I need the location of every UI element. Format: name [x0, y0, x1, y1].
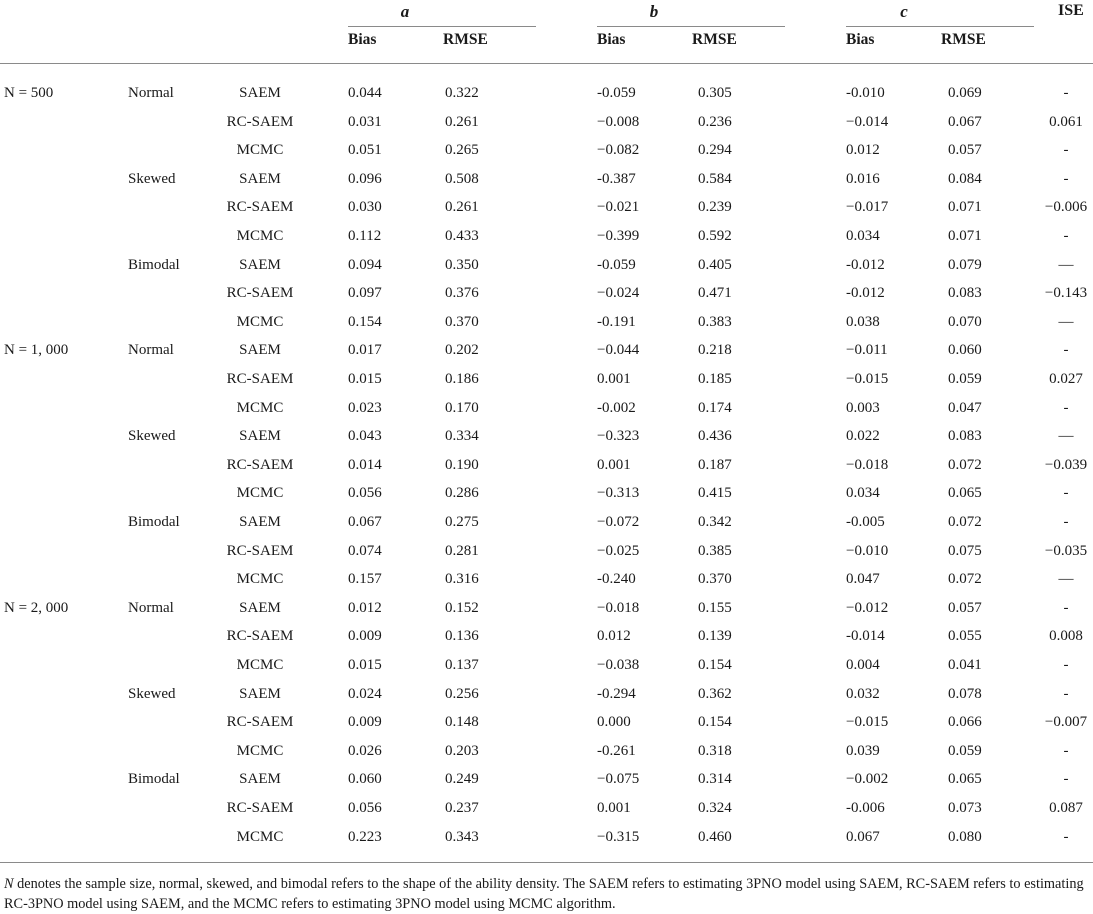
method-label: RC-SAEM — [226, 800, 294, 816]
a-bias-value: 0.060 — [348, 771, 382, 788]
b-rmse-value: 0.385 — [698, 542, 732, 559]
a-rmse-value: 0.137 — [445, 657, 479, 673]
a-bias-value: 0.023 — [348, 399, 382, 416]
b-rmse-header: RMSE — [692, 31, 737, 48]
table-row — [0, 83, 1093, 111]
b-rmse-value: 0.155 — [698, 599, 732, 616]
c-rmse-value: 0.072 — [948, 514, 982, 530]
table-row — [0, 712, 1093, 740]
ise-value: - — [1063, 399, 1069, 416]
c-rmse-value: 0.080 — [948, 828, 982, 845]
c-rmse-value: 0.083 — [948, 428, 982, 445]
method-label: RC-SAEM — [226, 714, 294, 731]
table-row — [0, 655, 1093, 683]
b-rmse-value: 0.318 — [698, 742, 732, 759]
b-rmse-value: 0.362 — [698, 685, 732, 702]
a-rmse-value: 0.350 — [445, 256, 479, 273]
table-row — [0, 483, 1093, 511]
a-bias-value: 0.012 — [348, 599, 382, 616]
table-row — [0, 426, 1093, 454]
b-rmse-value: 0.139 — [698, 628, 732, 645]
table-row — [0, 798, 1093, 826]
c-bias-value: 0.034 — [846, 228, 880, 244]
table-row — [0, 684, 1093, 712]
c-bias-value: 0.022 — [846, 428, 880, 445]
ise-value: - — [1063, 599, 1069, 616]
c-rmse-value: 0.078 — [948, 685, 982, 702]
method-label: SAEM — [239, 256, 281, 273]
b-bias-value: -0.002 — [597, 399, 636, 416]
b-bias-value: -0.387 — [597, 170, 636, 187]
b-bias-value: -0.191 — [597, 313, 636, 330]
c-rmse-value: 0.041 — [948, 657, 982, 673]
distribution-label: Bimodal — [128, 256, 180, 273]
method-label: SAEM — [239, 342, 281, 359]
method-label: RC-SAEM — [226, 542, 294, 559]
a-rmse-header: RMSE — [443, 31, 488, 48]
a-bias-value: 0.031 — [348, 113, 382, 130]
c-bias-value: 0.004 — [846, 657, 880, 673]
group-c-underline — [846, 26, 1034, 27]
b-bias-value: -0.059 — [597, 85, 636, 101]
c-rmse-value: 0.083 — [948, 285, 982, 302]
a-bias-value: 0.030 — [348, 199, 382, 216]
a-rmse-value: 0.286 — [445, 485, 479, 502]
group-b-underline — [597, 26, 785, 27]
c-bias-value: -0.014 — [846, 628, 885, 645]
b-bias-value: −0.021 — [597, 199, 640, 216]
a-bias-value: 0.157 — [348, 571, 382, 588]
sample-size-label: N = 500 — [4, 85, 54, 101]
distribution-label: Bimodal — [128, 514, 180, 530]
c-rmse-value: 0.079 — [948, 256, 982, 273]
method-label: MCMC — [236, 228, 284, 244]
ise-value: 0.027 — [1049, 371, 1083, 387]
a-rmse-value: 0.322 — [445, 85, 479, 101]
a-rmse-value: 0.256 — [445, 685, 479, 702]
a-bias-value: 0.056 — [348, 800, 382, 816]
c-rmse-value: 0.072 — [948, 571, 982, 588]
table-row — [0, 112, 1093, 140]
a-rmse-value: 0.203 — [445, 742, 479, 759]
ise-value: - — [1063, 828, 1069, 845]
a-rmse-value: 0.343 — [445, 828, 479, 845]
b-bias-value: −0.313 — [597, 485, 640, 502]
ise-value: - — [1063, 142, 1069, 159]
b-rmse-value: 0.305 — [698, 85, 732, 101]
ise-value: −0.039 — [1044, 456, 1088, 473]
method-label: MCMC — [236, 485, 284, 502]
distribution-label: Normal — [128, 342, 174, 359]
method-label: RC-SAEM — [226, 285, 294, 302]
group-a-underline — [348, 26, 536, 27]
distribution-label: Normal — [128, 599, 174, 616]
c-bias-value: 0.047 — [846, 571, 880, 588]
ise-value: −0.007 — [1044, 714, 1088, 731]
ise-value: — — [1058, 428, 1074, 445]
c-rmse-value: 0.055 — [948, 628, 982, 645]
c-rmse-value: 0.071 — [948, 228, 982, 244]
a-bias-value: 0.067 — [348, 514, 382, 530]
ise-value: 0.087 — [1049, 800, 1083, 816]
distribution-label: Bimodal — [128, 771, 180, 788]
a-bias-value: 0.096 — [348, 170, 382, 187]
a-rmse-value: 0.249 — [445, 771, 479, 788]
c-bias-value: −0.015 — [846, 371, 889, 387]
b-rmse-value: 0.236 — [698, 113, 732, 130]
ise-value: - — [1063, 85, 1069, 101]
a-bias-value: 0.056 — [348, 485, 382, 502]
b-rmse-value: 0.460 — [698, 828, 732, 845]
method-label: MCMC — [236, 399, 284, 416]
ise-value: 0.061 — [1049, 113, 1083, 130]
table-row — [0, 455, 1093, 483]
c-rmse-value: 0.073 — [948, 800, 982, 816]
a-bias-value: 0.014 — [348, 456, 382, 473]
ise-value: −0.006 — [1044, 199, 1088, 216]
a-bias-value: 0.015 — [348, 657, 382, 673]
b-bias-value: −0.399 — [597, 228, 640, 244]
ise-value: - — [1063, 685, 1069, 702]
c-bias-value: 0.067 — [846, 828, 880, 845]
c-bias-value: 0.039 — [846, 742, 880, 759]
ise-value: — — [1058, 313, 1074, 330]
b-bias-value: −0.082 — [597, 142, 640, 159]
sample-size-label: N = 2, 000 — [4, 599, 69, 616]
method-label: SAEM — [239, 599, 281, 616]
table-bottom-rule — [0, 862, 1093, 863]
c-rmse-value: 0.065 — [948, 771, 982, 788]
b-rmse-value: 0.187 — [698, 456, 732, 473]
a-rmse-value: 0.433 — [445, 228, 479, 244]
a-rmse-value: 0.281 — [445, 542, 479, 559]
b-bias-value: 0.000 — [597, 714, 631, 731]
b-rmse-value: 0.324 — [698, 800, 732, 816]
c-bias-value: −0.011 — [846, 342, 888, 359]
method-label: RC-SAEM — [226, 628, 294, 645]
method-label: SAEM — [239, 685, 281, 702]
c-bias-value: −0.012 — [846, 599, 889, 616]
b-rmse-value: 0.415 — [698, 485, 732, 502]
b-bias-value: -0.240 — [597, 571, 636, 588]
c-bias-value: 0.032 — [846, 685, 880, 702]
table-row — [0, 312, 1093, 340]
table-row — [0, 626, 1093, 654]
b-bias-value: -0.059 — [597, 256, 636, 273]
c-rmse-value: 0.059 — [948, 742, 982, 759]
method-label: RC-SAEM — [226, 199, 294, 216]
method-label: RC-SAEM — [226, 456, 294, 473]
sample-size-label: N = 1, 000 — [4, 342, 69, 359]
header-bottom-rule — [0, 63, 1093, 64]
b-bias-value: 0.012 — [597, 628, 631, 645]
c-bias-value: 0.038 — [846, 313, 880, 330]
b-rmse-value: 0.592 — [698, 228, 732, 244]
a-bias-value: 0.015 — [348, 371, 382, 387]
method-label: SAEM — [239, 170, 281, 187]
c-rmse-value: 0.072 — [948, 456, 982, 473]
ise-value: −0.143 — [1044, 285, 1088, 302]
b-rmse-value: 0.584 — [698, 170, 732, 187]
a-rmse-value: 0.334 — [445, 428, 479, 445]
table-row — [0, 283, 1093, 311]
c-bias-value: −0.010 — [846, 542, 889, 559]
b-rmse-value: 0.471 — [698, 285, 732, 302]
ise-value: 0.008 — [1049, 628, 1083, 645]
method-label: SAEM — [239, 428, 281, 445]
method-label: SAEM — [239, 771, 281, 788]
c-rmse-header: RMSE — [941, 31, 986, 48]
b-bias-header: Bias — [597, 31, 626, 48]
a-bias-value: 0.074 — [348, 542, 382, 559]
c-bias-value: 0.034 — [846, 485, 880, 502]
c-rmse-value: 0.057 — [948, 599, 982, 616]
c-rmse-value: 0.047 — [948, 399, 982, 416]
ise-value: - — [1063, 485, 1069, 502]
a-bias-value: 0.017 — [348, 342, 382, 359]
table-row — [0, 369, 1093, 397]
method-label: SAEM — [239, 85, 281, 101]
c-bias-value: -0.012 — [846, 256, 885, 273]
table-row — [0, 512, 1093, 540]
b-rmse-value: 0.294 — [698, 142, 732, 159]
c-rmse-value: 0.060 — [948, 342, 982, 359]
distribution-label: Skewed — [128, 428, 176, 445]
table-row — [0, 197, 1093, 225]
table-row — [0, 769, 1093, 797]
b-rmse-value: 0.185 — [698, 371, 732, 387]
b-rmse-value: 0.342 — [698, 514, 732, 530]
a-bias-value: 0.051 — [348, 142, 382, 159]
b-bias-value: 0.001 — [597, 456, 631, 473]
b-bias-value: −0.323 — [597, 428, 640, 445]
b-bias-value: −0.024 — [597, 285, 640, 302]
a-bias-value: 0.094 — [348, 256, 382, 273]
table-row — [0, 827, 1093, 855]
ise-value: - — [1063, 342, 1069, 359]
b-bias-value: −0.075 — [597, 771, 640, 788]
a-rmse-value: 0.508 — [445, 170, 479, 187]
c-rmse-value: 0.084 — [948, 170, 982, 187]
group-header-c: c — [900, 2, 908, 21]
method-label: MCMC — [236, 742, 284, 759]
table-row — [0, 226, 1093, 254]
method-label: SAEM — [239, 514, 281, 530]
a-rmse-value: 0.170 — [445, 399, 479, 416]
c-bias-value: -0.010 — [846, 85, 885, 101]
table-row — [0, 255, 1093, 283]
c-rmse-value: 0.070 — [948, 313, 982, 330]
table-row — [0, 741, 1093, 769]
b-rmse-value: 0.436 — [698, 428, 732, 445]
a-rmse-value: 0.370 — [445, 313, 479, 330]
c-rmse-value: 0.057 — [948, 142, 982, 159]
a-rmse-value: 0.148 — [445, 714, 479, 731]
a-bias-value: 0.223 — [348, 828, 382, 845]
footnote-text: denotes the sample size, normal, skewed, and bimodal refers to the shape of the ability density. The SAEM refers to estimating 3PNO model using SAEM, RC-SAEM refers to estimating RC-3PNO model using SAEM, and the MCMC refers to estimating 3PNO model using MCMC algorithm. — [4, 876, 1084, 912]
b-rmse-value: 0.218 — [698, 342, 732, 359]
c-bias-value: −0.017 — [846, 199, 889, 216]
b-rmse-value: 0.383 — [698, 313, 732, 330]
a-bias-value: 0.009 — [348, 714, 382, 731]
b-rmse-value: 0.154 — [698, 714, 732, 731]
table-row — [0, 598, 1093, 626]
a-rmse-value: 0.237 — [445, 800, 479, 816]
c-rmse-value: 0.066 — [948, 714, 982, 731]
a-rmse-value: 0.186 — [445, 371, 479, 387]
b-rmse-value: 0.239 — [698, 199, 732, 216]
ise-value: - — [1063, 170, 1069, 187]
table-row — [0, 541, 1093, 569]
ise-value: — — [1058, 571, 1074, 588]
a-bias-value: 0.097 — [348, 285, 382, 302]
a-rmse-value: 0.136 — [445, 628, 479, 645]
c-bias-value: 0.003 — [846, 399, 880, 416]
ise-value: — — [1058, 256, 1074, 273]
a-bias-value: 0.009 — [348, 628, 382, 645]
c-rmse-value: 0.059 — [948, 371, 982, 387]
b-rmse-value: 0.405 — [698, 256, 732, 273]
a-rmse-value: 0.202 — [445, 342, 479, 359]
c-rmse-value: 0.071 — [948, 199, 982, 216]
distribution-label: Skewed — [128, 685, 176, 702]
method-label: MCMC — [236, 313, 284, 330]
b-bias-value: −0.018 — [597, 599, 640, 616]
b-bias-value: -0.261 — [597, 742, 636, 759]
method-label: MCMC — [236, 571, 284, 588]
a-bias-value: 0.043 — [348, 428, 382, 445]
table-row — [0, 340, 1093, 368]
table-row — [0, 140, 1093, 168]
b-bias-value: −0.315 — [597, 828, 640, 845]
method-label: MCMC — [236, 657, 284, 673]
ise-value: - — [1063, 514, 1069, 530]
c-bias-value: −0.002 — [846, 771, 889, 788]
a-bias-value: 0.026 — [348, 742, 382, 759]
b-rmse-value: 0.314 — [698, 771, 732, 788]
ise-value: - — [1063, 228, 1069, 244]
b-bias-value: −0.038 — [597, 657, 640, 673]
ise-header: ISE — [1058, 2, 1084, 19]
a-rmse-value: 0.190 — [445, 456, 479, 473]
table-row — [0, 398, 1093, 426]
footnote-n-symbol: N — [4, 876, 14, 892]
ise-value: - — [1063, 742, 1069, 759]
a-rmse-value: 0.275 — [445, 514, 479, 530]
c-bias-value: 0.016 — [846, 170, 880, 187]
method-label: RC-SAEM — [226, 113, 294, 130]
method-label: RC-SAEM — [226, 371, 294, 387]
b-bias-value: −0.008 — [597, 113, 640, 130]
distribution-label: Normal — [128, 85, 174, 101]
c-bias-value: −0.015 — [846, 714, 889, 731]
b-bias-value: −0.025 — [597, 542, 640, 559]
a-rmse-value: 0.316 — [445, 571, 479, 588]
b-rmse-value: 0.174 — [698, 399, 732, 416]
a-rmse-value: 0.265 — [445, 142, 479, 159]
table-row — [0, 169, 1093, 197]
a-rmse-value: 0.261 — [445, 113, 479, 130]
b-bias-value: 0.001 — [597, 371, 631, 387]
b-bias-value: −0.072 — [597, 514, 640, 530]
b-bias-value: −0.044 — [597, 342, 640, 359]
c-bias-value: -0.006 — [846, 800, 885, 816]
table-footnote — [4, 874, 1090, 914]
c-bias-value: -0.005 — [846, 514, 885, 530]
c-rmse-value: 0.065 — [948, 485, 982, 502]
b-bias-value: 0.001 — [597, 800, 631, 816]
c-rmse-value: 0.075 — [948, 542, 982, 559]
b-rmse-value: 0.370 — [698, 571, 732, 588]
ise-value: - — [1063, 657, 1069, 673]
c-bias-value: -0.012 — [846, 285, 885, 302]
a-bias-value: 0.044 — [348, 85, 382, 101]
table-row — [0, 569, 1093, 597]
c-bias-value: −0.018 — [846, 456, 889, 473]
c-bias-header: Bias — [846, 31, 875, 48]
group-header-a: a — [400, 2, 410, 21]
c-rmse-value: 0.067 — [948, 113, 982, 130]
a-rmse-value: 0.152 — [445, 599, 479, 616]
ise-value: - — [1063, 771, 1069, 788]
c-bias-value: 0.012 — [846, 142, 880, 159]
ise-value: −0.035 — [1044, 542, 1088, 559]
distribution-label: Skewed — [128, 170, 176, 187]
a-rmse-value: 0.376 — [445, 285, 479, 302]
a-bias-value: 0.112 — [348, 228, 382, 244]
a-bias-header: Bias — [348, 31, 377, 48]
b-rmse-value: 0.154 — [698, 657, 732, 673]
a-bias-value: 0.024 — [348, 685, 382, 702]
group-header-b: b — [649, 2, 659, 21]
method-label: MCMC — [236, 828, 284, 845]
c-bias-value: −0.014 — [846, 113, 889, 130]
c-rmse-value: 0.069 — [948, 85, 982, 101]
b-bias-value: -0.294 — [597, 685, 636, 702]
method-label: MCMC — [236, 142, 284, 159]
a-bias-value: 0.154 — [348, 313, 382, 330]
a-rmse-value: 0.261 — [445, 199, 479, 216]
